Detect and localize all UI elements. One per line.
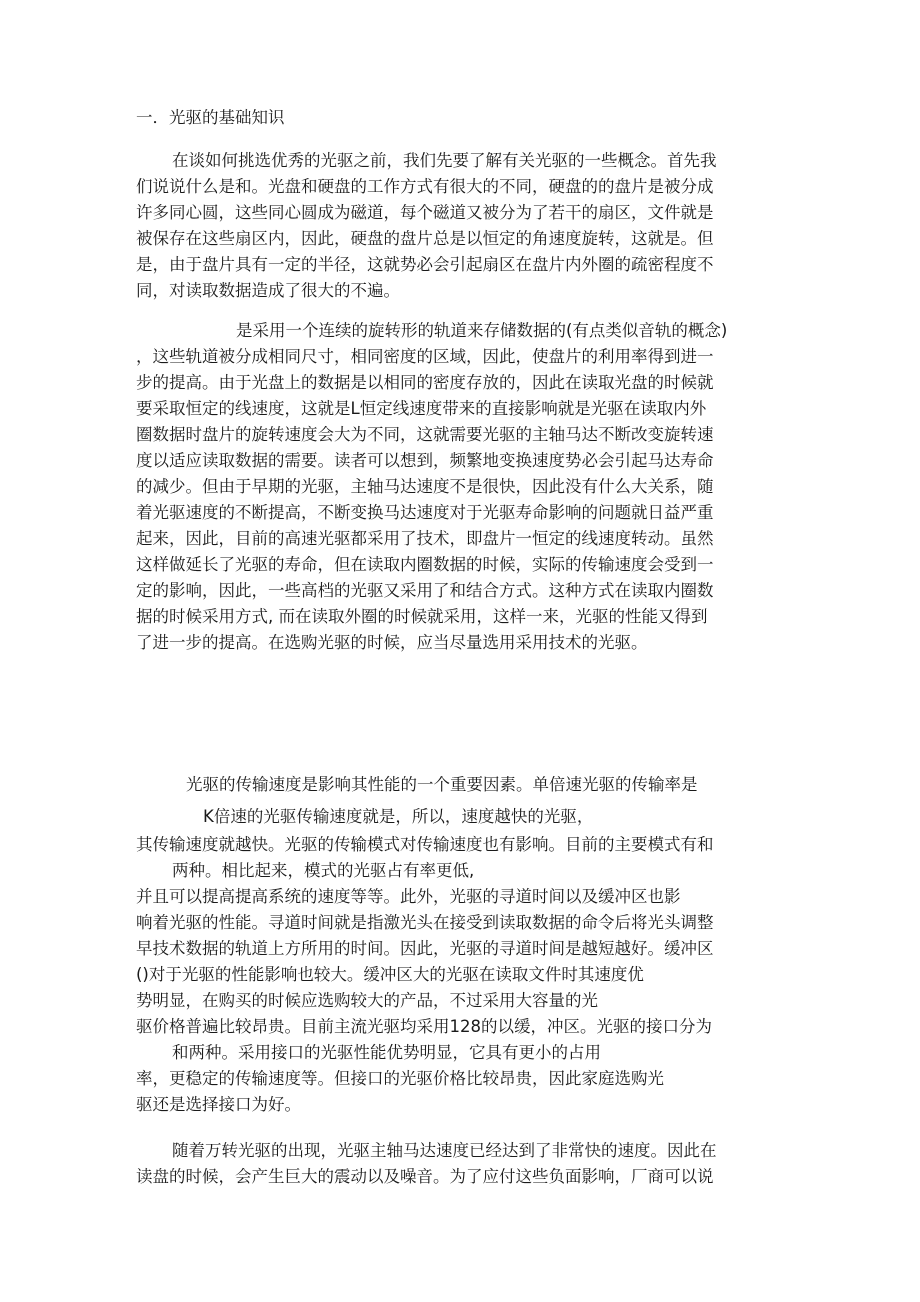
text-line: 同，对读取数据造成了很大的不遍。 [136, 281, 400, 300]
text-line: 度以适应读取数据的需要。读者可以想到，频繁地变换速度势必会引起马达寿命 [136, 451, 714, 470]
text-line: 响着光驱的性能。寻道时间就是指激光头在接受到读取数据的命令后将光头调整 [136, 913, 714, 932]
text-line: 据的时候采用方式, 而在读取外圈的时候就采用，这样一来，光驱的性能又得到 [136, 607, 708, 626]
text-line: 两种。相比起来，模式的光驱占有率更低, [172, 861, 475, 880]
text-line: 并且可以提高提高系统的速度等等。此外，光驱的寻道时间以及缓冲区也影 [136, 887, 681, 906]
text-line: ，这些轨道被分成相同尺寸，相同密度的区域，因此，使盘片的利用率得到进一 [136, 347, 714, 366]
text-line: 了进一步的提高。在选购光驱的时候，应当尽量选用采用技术的光驱。 [136, 633, 648, 652]
text-line: 定的影响，因此，一些高档的光驱又采用了和结合方式。这种方式在读取内圈数 [136, 581, 714, 600]
text-line: 被保存在这些扇区内，因此，硬盘的盘片总是以恒定的角速度旋转，这就是。但 [136, 229, 714, 248]
text-line: 这样做延长了光驱的寿命，但在读取内圈数据的时候，实际的传输速度会受到一 [136, 555, 714, 574]
text-line: 驱还是选择接口为好。 [136, 1095, 301, 1114]
text-line: 率，更稳定的传输速度等。但接口的光驱价格比较昂贵，因此家庭选购光 [136, 1069, 664, 1088]
text-line: 许多同心圆，这些同心圆成为磁道，每个磁道又被分为了若干的扇区，文件就是 [136, 203, 714, 222]
text-line: 在谈如何挑选优秀的光驱之前，我们先要了解有关光驱的一些概念。首先我 [172, 151, 717, 170]
text-line: K倍速的光驱传输速度就是，所以，速度越快的光驱， [203, 807, 594, 826]
text-line: 们说说什么是和。光盘和硬盘的工作方式有很大的不同，硬盘的的盘片是被分成 [136, 177, 714, 196]
text-line: 随着万转光驱的出现，光驱主轴马达速度已经达到了非常快的速度。因此在 [172, 1141, 717, 1160]
text-line: 势明显，在购买的时候应选购较大的产品，不过采用大容量的光 [136, 991, 598, 1010]
section-heading: 一．光驱的基础知识 [136, 108, 285, 127]
text-line: 其传输速度就越快。光驱的传输模式对传输速度也有影响。目前的主要模式有和 [136, 835, 714, 854]
text-line: 驱价格普遍比较昂贵。目前主流光驱均采用128的以缓，冲区。光驱的接口分为 [136, 1017, 712, 1036]
text-line: 起来，因此，目前的高速光驱都采用了技术，即盘片一恒定的线速度转动。虽然 [136, 529, 714, 548]
text-line: 是采用一个连续的旋转形的轨道来存储数据的(有点类似音轨的概念) [236, 321, 728, 340]
text-line: 光驱的传输速度是影响其性能的一个重要因素。单倍速光驱的传输率是 [186, 775, 698, 794]
text-line: 步的提高。由于光盘上的数据是以相同的密度存放的，因此在读取光盘的时候就 [136, 373, 714, 392]
text-line: ()对于光驱的性能影响也较大。缓冲区大的光驱在读取文件时其速度优 [136, 965, 644, 984]
text-line: 着光驱速度的不断提高，不断变换马达速度对于光驱寿命影响的问题就日益严重 [136, 503, 714, 522]
text-line: 的减少。但由于早期的光驱，主轴马达速度不是很快，因此没有什么大关系，随 [136, 477, 714, 496]
text-line: 读盘的时候，会产生巨大的震动以及噪音。为了应付这些负面影响，厂商可以说 [136, 1167, 714, 1186]
text-line: 和两种。采用接口的光驱性能优势明显，它具有更小的占用 [172, 1043, 601, 1062]
text-line: 要采取恒定的线速度，这就是L恒定线速度带来的直接影响就是光驱在读取内外 [136, 399, 707, 418]
text-line: 是，由于盘片具有一定的半径，这就势必会引起扇区在盘片内外圈的疏密程度不 [136, 255, 714, 274]
text-line: 圈数据时盘片的旋转速度会大为不同，这就需要光驱的主轴马达不断改变旋转速 [136, 425, 714, 444]
text-line: 早技术数据的轨道上方所用的时间。因此，光驱的寻道时间是越短越好。缓冲区 [136, 939, 714, 958]
